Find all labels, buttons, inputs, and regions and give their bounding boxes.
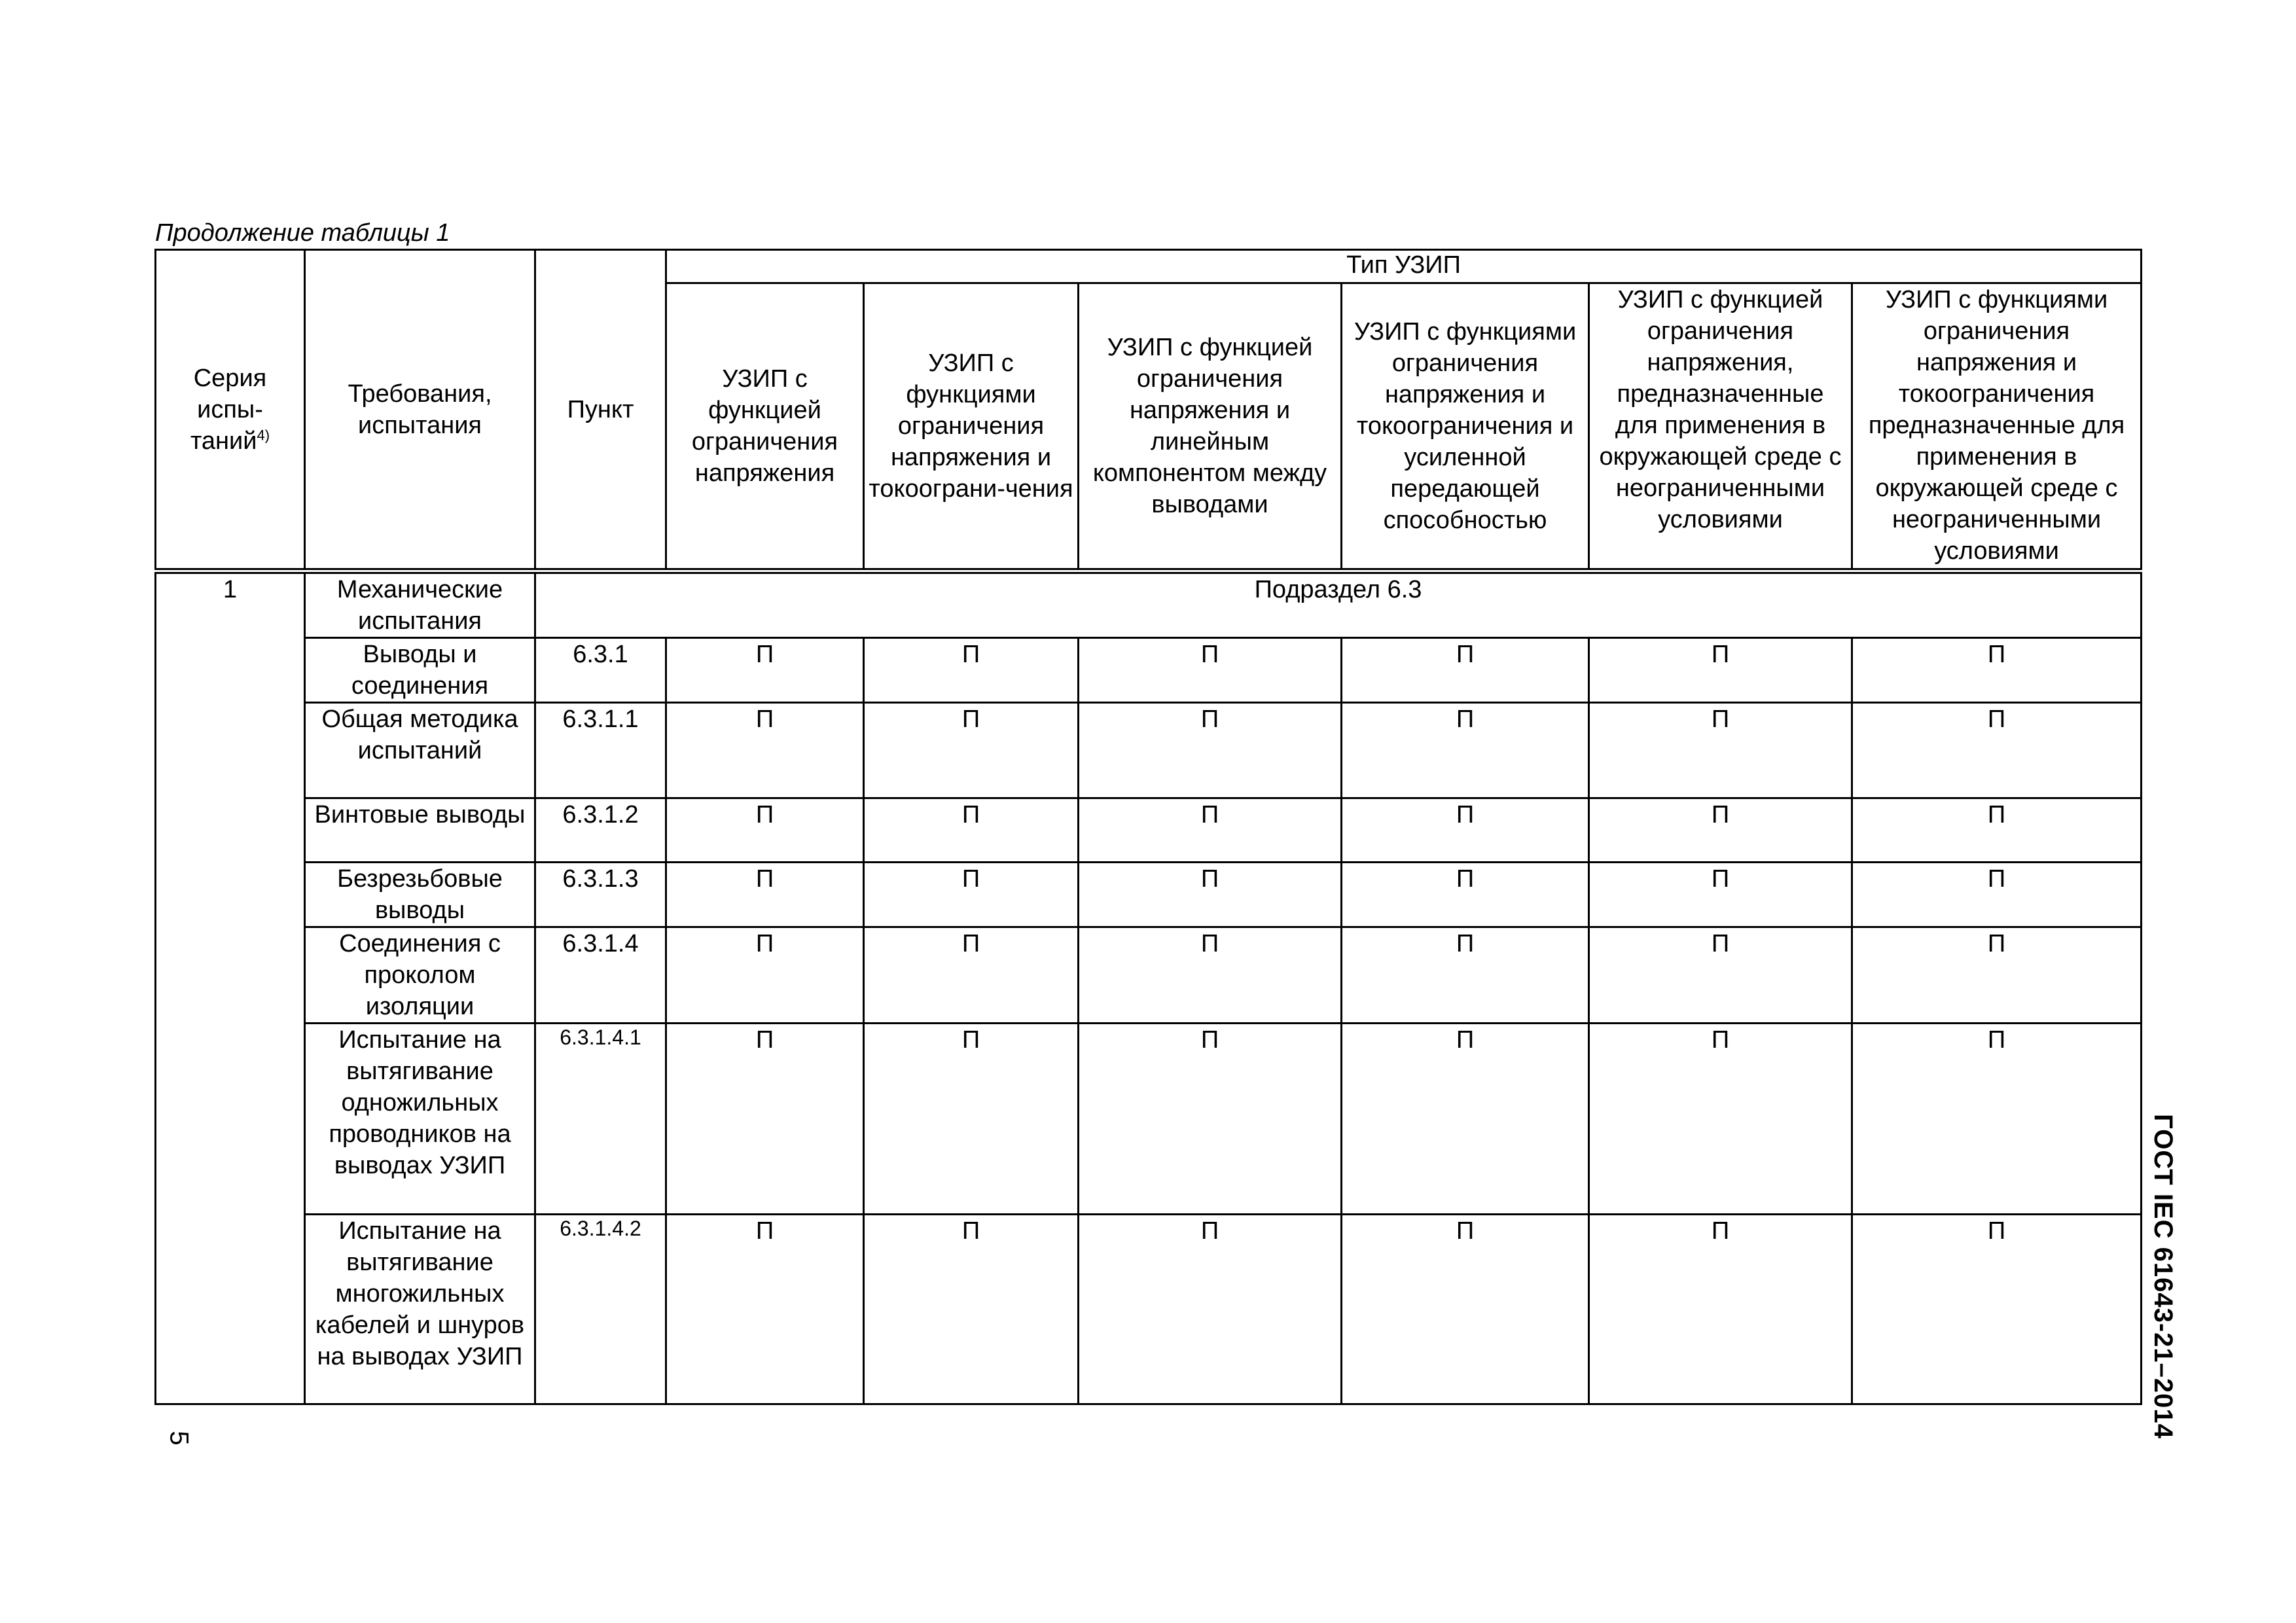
- header-requirements: Требования, испытания: [305, 250, 535, 571]
- row-value: П: [1079, 1215, 1342, 1404]
- row-clause: 6.3.1.4.2: [535, 1215, 666, 1404]
- row-value: П: [666, 703, 864, 798]
- section-subsection: Подраздел 6.3: [535, 571, 2142, 638]
- row-value: П: [1852, 1215, 2142, 1404]
- row-requirement: Испытание на вытягивание одножильных проводников на выводах УЗИП: [305, 1024, 535, 1215]
- table-row: [156, 863, 2142, 927]
- row-value: П: [1589, 798, 1852, 863]
- row-value: П: [1342, 798, 1589, 863]
- row-requirement: Соединения с проколом изоляции: [305, 927, 535, 1024]
- row-value: П: [1342, 1024, 1589, 1215]
- row-value: П: [1342, 1215, 1589, 1404]
- row-value: П: [666, 798, 864, 863]
- row-value: П: [1589, 703, 1852, 798]
- row-value: П: [1852, 927, 2142, 1024]
- row-value: П: [1852, 1024, 2142, 1215]
- section-row: [156, 571, 2142, 638]
- row-value: П: [1589, 863, 1852, 927]
- row-clause: 6.3.1.4: [535, 927, 666, 1024]
- table-row: [156, 1024, 2142, 1215]
- row-clause: 6.3.1.3: [535, 863, 666, 927]
- row-value: П: [1079, 1024, 1342, 1215]
- row-value: П: [1079, 638, 1342, 703]
- header-type-3: УЗИП с функцией ограничения напряжения и линейным компонентом между выводами: [1079, 283, 1342, 571]
- series-cell: 1: [156, 571, 305, 1404]
- row-clause: 6.3.1: [535, 638, 666, 703]
- row-value: П: [1342, 863, 1589, 927]
- requirements-table: [154, 249, 2142, 1405]
- row-value: П: [666, 1215, 864, 1404]
- row-value: П: [1852, 703, 2142, 798]
- table-row: [156, 703, 2142, 798]
- row-value: П: [1079, 798, 1342, 863]
- row-value: П: [1342, 703, 1589, 798]
- row-value: П: [1079, 863, 1342, 927]
- row-value: П: [864, 1215, 1079, 1404]
- page-number: 5: [164, 1430, 194, 1446]
- table-caption: Продолжение таблицы 1: [155, 219, 450, 247]
- header-type-1: УЗИП с функцией ограничения напряжения: [666, 283, 864, 571]
- header-clause: Пункт: [535, 250, 666, 571]
- row-requirement: Общая методика испытаний: [305, 703, 535, 798]
- header-type-group: Тип УЗИП: [666, 250, 2142, 283]
- row-clause: 6.3.1.4.1: [535, 1024, 666, 1215]
- row-value: П: [666, 638, 864, 703]
- standard-id: ГОСТ IEC 61643-21–2014: [2148, 1113, 2178, 1439]
- row-value: П: [1079, 703, 1342, 798]
- row-value: П: [1079, 927, 1342, 1024]
- row-value: П: [864, 927, 1079, 1024]
- row-value: П: [1342, 927, 1589, 1024]
- header-type-4: УЗИП с функциями ограничения напряжения и токоограничения и усиленной передающей способностью: [1342, 283, 1589, 571]
- row-value: П: [1589, 1215, 1852, 1404]
- row-value: П: [666, 1024, 864, 1215]
- row-requirement: Выводы и соединения: [305, 638, 535, 703]
- row-value: П: [1852, 798, 2142, 863]
- row-clause: 6.3.1.2: [535, 798, 666, 863]
- row-value: П: [864, 863, 1079, 927]
- header-type-6: УЗИП с функциями ограничения напряжения и токоограничения предназначенные для применения в окружающей среде с неограниченными условиями: [1852, 283, 2142, 571]
- row-value: П: [864, 798, 1079, 863]
- header-type-5: УЗИП с функцией ограничения напряжения, предназначенные для применения в окружающей среде с неограниченными условиями: [1589, 283, 1852, 571]
- row-requirement: Винтовые выводы: [305, 798, 535, 863]
- row-value: П: [666, 927, 864, 1024]
- row-value: П: [1852, 638, 2142, 703]
- table-row: [156, 927, 2142, 1024]
- row-value: П: [1342, 638, 1589, 703]
- header-series: Серия испы-таний$^{4)}$: [156, 250, 305, 571]
- row-value: П: [1589, 638, 1852, 703]
- table-row: [156, 798, 2142, 863]
- row-requirement: Испытание на вытягивание многожильных кабелей и шнуров на выводах УЗИП: [305, 1215, 535, 1404]
- section-requirement: Механические испытания: [305, 571, 535, 638]
- header-type-2: УЗИП с функциями ограничения напряжения и токоограни-чения: [864, 283, 1079, 571]
- row-clause: 6.3.1.1: [535, 703, 666, 798]
- row-value: П: [666, 863, 864, 927]
- row-requirement: Безрезьбовые выводы: [305, 863, 535, 927]
- row-value: П: [1852, 863, 2142, 927]
- row-value: П: [1589, 1024, 1852, 1215]
- table-row: [156, 638, 2142, 703]
- series-footnote: 4): [257, 426, 270, 443]
- table-row: [156, 1215, 2142, 1404]
- row-value: П: [1589, 927, 1852, 1024]
- row-value: П: [864, 703, 1079, 798]
- row-value: П: [864, 638, 1079, 703]
- row-value: П: [864, 1024, 1079, 1215]
